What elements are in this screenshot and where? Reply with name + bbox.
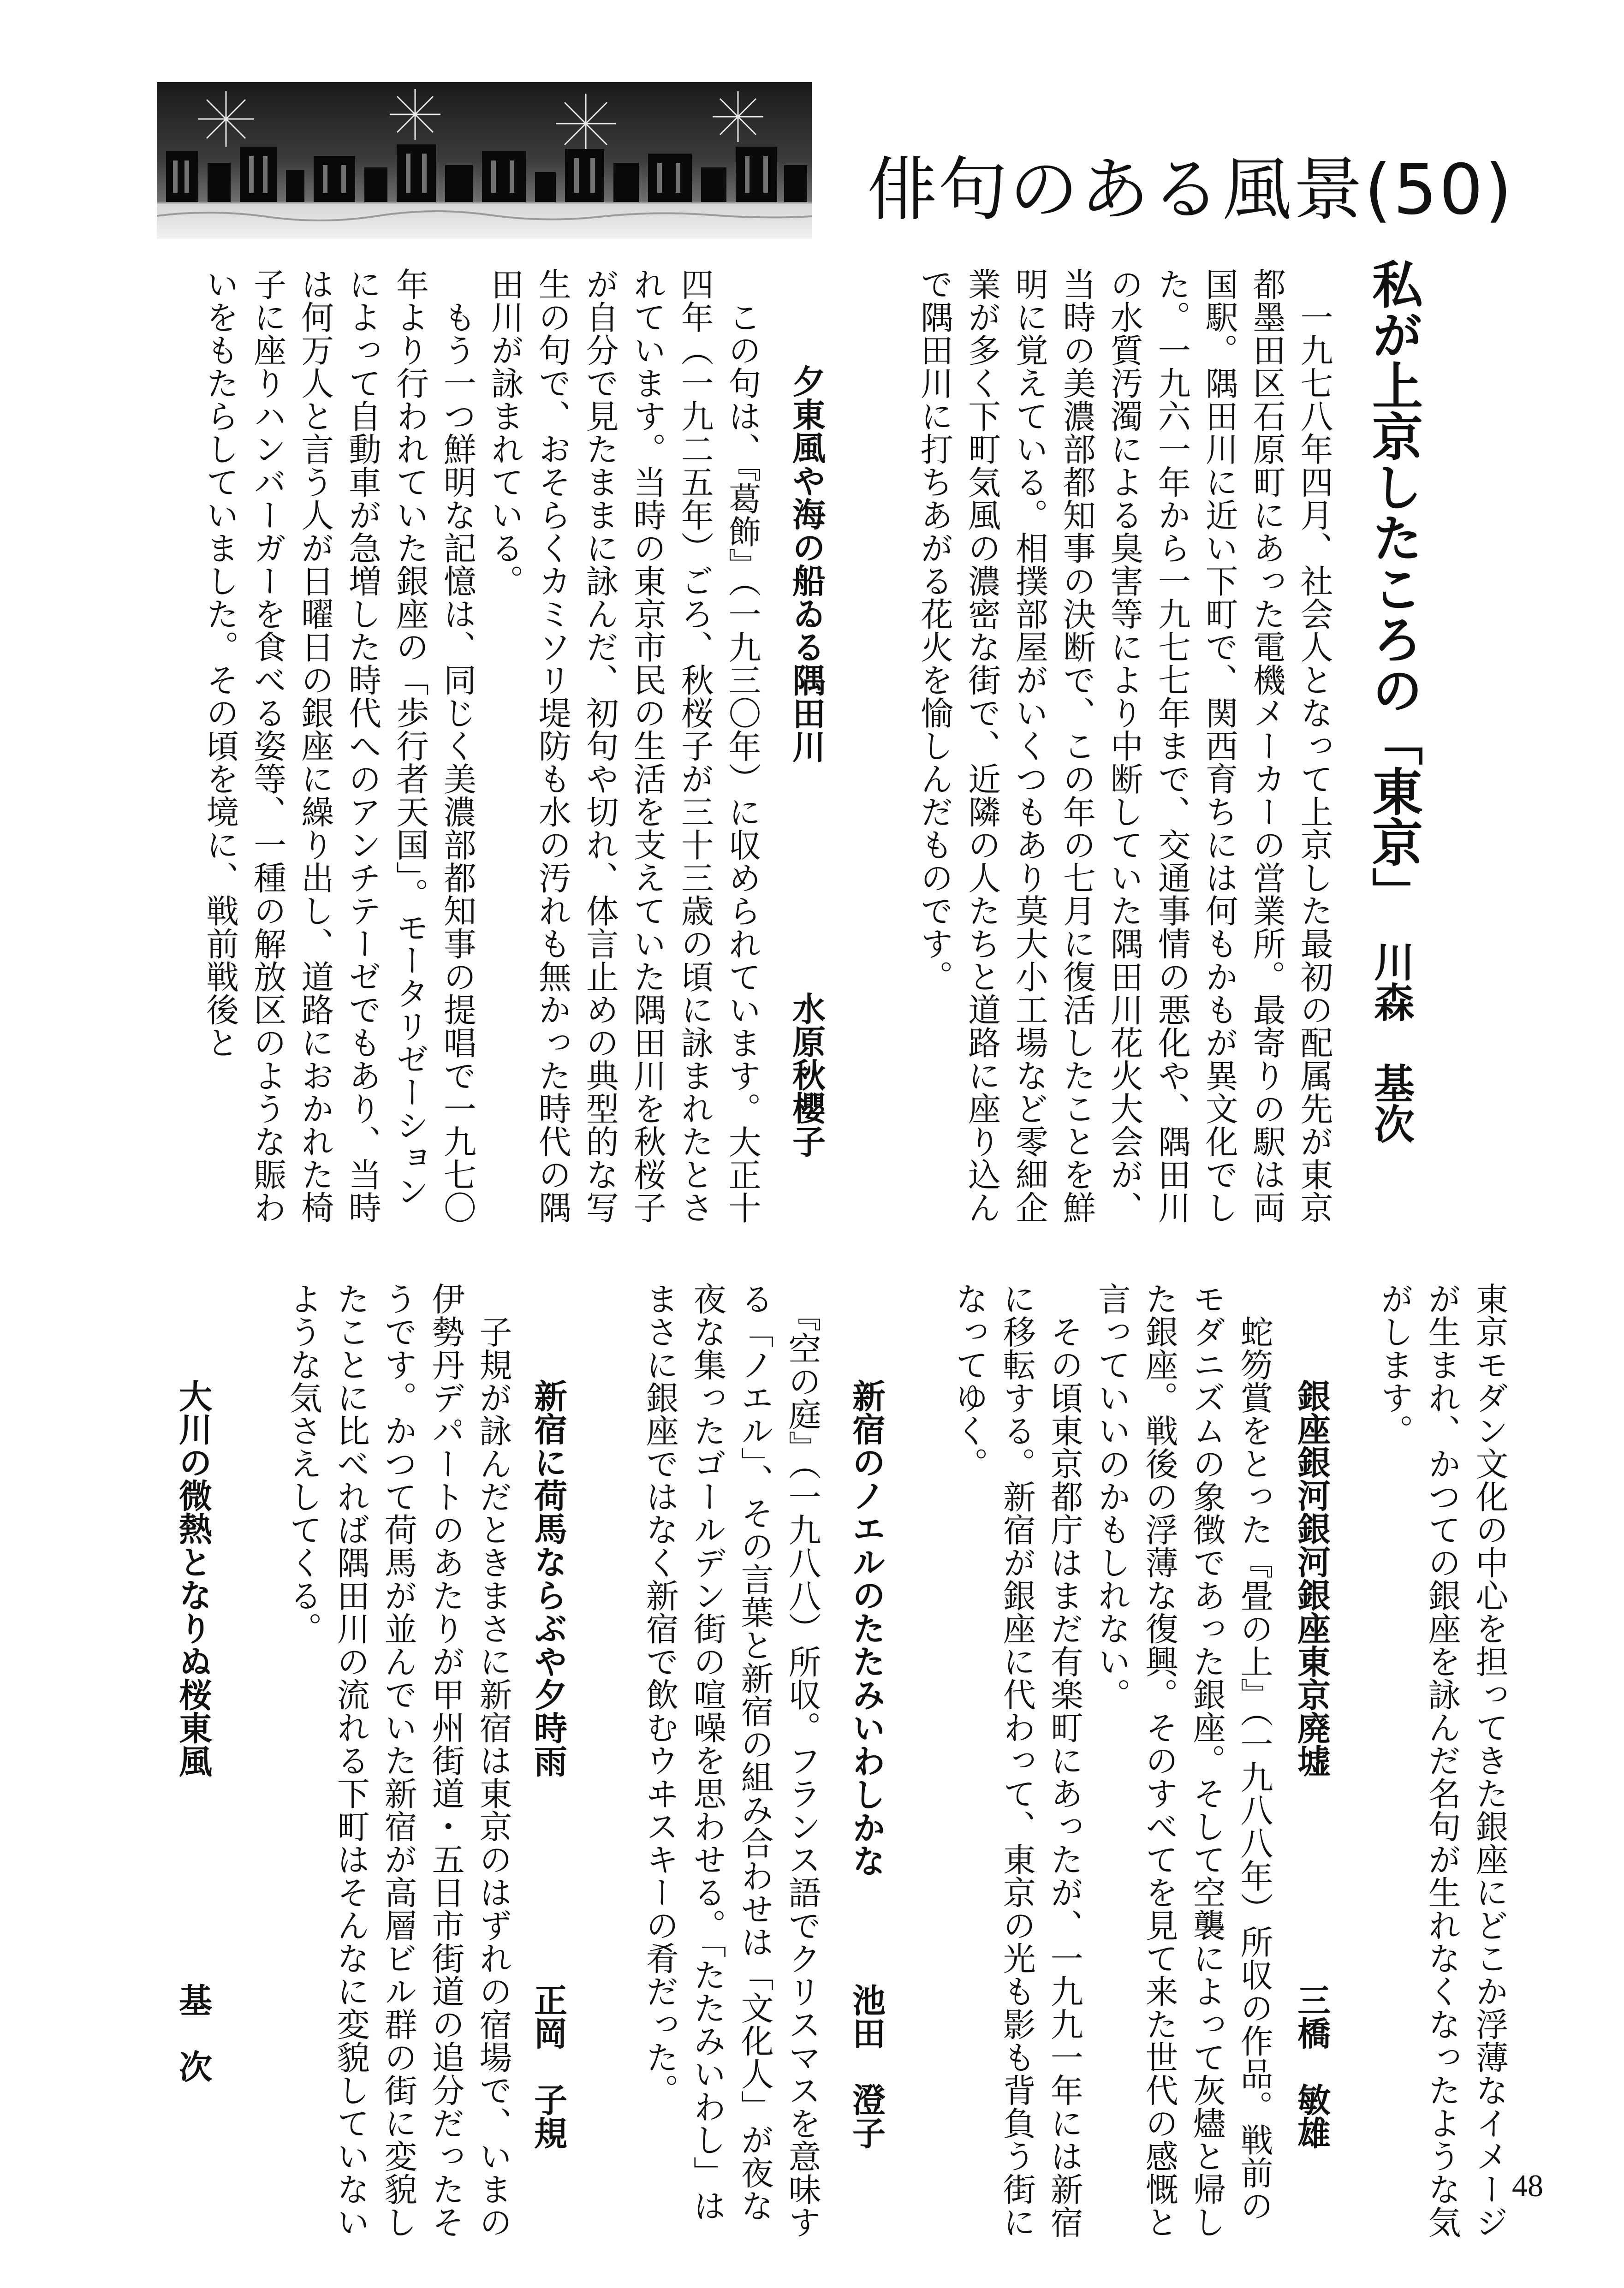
poet-5: 基 次 — [173, 1983, 213, 2083]
firework-burst — [556, 94, 616, 154]
firework-burst — [390, 89, 440, 140]
firework-burst — [713, 91, 763, 142]
section-1-text: この句は、『葛飾』（一九三〇年）に収められています。大正十四年（一九二五年）ごろ、秋桜子が三十三歳の頃に詠まれたとされています。当時の東京市民の生活を支えていた隅田川を秋桜子が自分で見たままに詠んだ、初句や切れ、体言止めの典型的な写生の句で、おそらくカミソリ堤防も水の汚れも無かった時代の隅田川が詠まれている。 もう一つ鮮明な記憶は、同じく美濃部都知事の提唱で一九七〇年より行われていた銀座の「歩行者天国」。モータリゼーションによって自動車が急増した時代へのアンチテーゼでもあり、当時は何万人と言う人が日曜日の銀座に繰り出し、道路におかれた椅子に座りハンバーガーを食べる姿等、一種の解放区のような賑わいをもたらしていました。その頃を境に、戦前戦後と — [201, 267, 761, 1224]
section-2-lead: 東京モダン文化の中心を担ってきた銀座にどこか浮薄なイメージが生まれ、かつての銀座を詠んだ名句が生れなくなったような気がします。 — [1375, 1282, 1509, 2239]
haiku-2: 銀座銀河銀河銀座東京廃墟 — [1292, 1379, 1331, 1777]
poet-2: 三橋 敏雄 — [1292, 1983, 1331, 2149]
poet-4: 正岡 子規 — [529, 1983, 568, 2149]
fireworks-skyline-illustration — [157, 82, 812, 239]
page-number: 48 — [1512, 2168, 1543, 2203]
intro-paragraph: 一九七八年四月、社会人となって上京した最初の配属先が東京都墨田区石原町にあった電機メーカーの営業所。最寄りの駅は両国駅。隅田川に近い下町で、関西育ちには何もかもが異文化でした。一九六一年から一九七七年まで、交通事情の悪化や、隅田川の水質汚濁による臭害等により中断していた隅田川花火大会が、当時の美濃部都知事の決断で、この年の七月に復活したことを鮮明に覚えている。相撲部屋がいくつもあり莫大小工場など零細企業が多く下町気風の濃密な街で、近隣の人たちと道路に座り込んで隅田川に打ちあがる花火を愉しんだものです。 — [915, 267, 1333, 1224]
haiku-5: 大川の微熱となりぬ桜東風 — [173, 1379, 213, 1777]
section-3-text: 『空の庭』（一九八八）所収。フランス語でクリスマスを意味する「ノエル」、その言葉と新宿の組み合わせは「文化人」が夜な夜な集ったゴールデン街の喧噪を思わせる。「たたみいわし」はまさに銀座ではなく新宿で飲むウヰスキーの肴だった。 — [641, 1282, 821, 2239]
haiku-3: 新宿のノエルのたたみいわしかな — [847, 1379, 886, 1877]
article-title: 私が上京したころの「東京」 — [1364, 258, 1423, 918]
poet-3: 池田 澄子 — [847, 1983, 886, 2149]
series-title: 俳句のある風景(50) — [867, 150, 1514, 230]
poet-1: 水原秋櫻子 — [787, 992, 826, 1158]
section-2-text: 蛇笏賞をとった『畳の上』（一九八八年）所収の作品。戦前のモダニズムの象徴であった銀座。そして空襲によって灰燼と帰した銀座。戦後の浮薄な復興。そのすべてを見て来た世代の感慨と言っていいのかもしれない。 その頃東京都庁はまだ有楽町にあったが、一九九一年には新宿に移転する。新宿が銀座に代わって、東京の光も影も背負う街になってゆく。 — [950, 1282, 1273, 2239]
city-skyline — [166, 144, 807, 202]
haiku-1: 夕東風や海の船ゐる隅田川 — [787, 364, 826, 763]
firework-burst — [198, 91, 254, 147]
article-author: 川森 基次 — [1368, 941, 1416, 1144]
section-4-text: 子規が詠んだときまさに新宿は東京のはずれの宿場で、いまの伊勢丹デパートのあたりが甲州街道・五日市街道の追分だったそうです。かつて荷馬が並んでいた新宿が高層ビル群の街に変貌したことに比べれば隅田川の流れる下町はそんなに変貌していないような気さえしてくる。 — [284, 1282, 512, 2239]
header-banner-image — [157, 82, 812, 239]
haiku-4: 新宿に荷馬ならぶや夕時雨 — [529, 1379, 568, 1777]
